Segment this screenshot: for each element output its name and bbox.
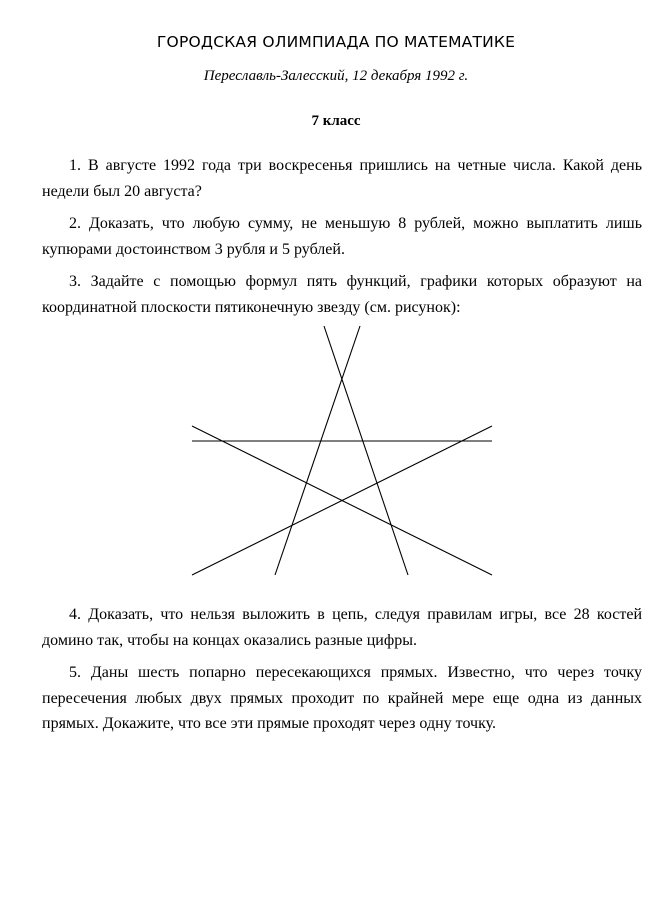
- grade-heading: 7 класс: [311, 113, 361, 129]
- problem-3: 3. Задайте с помощью формул пять функций, графики которых образуют на координатной плоскости пятиконечную звезду (см. рисунок):: [42, 273, 642, 316]
- star-figure: [190, 323, 494, 579]
- problem-4: 4. Доказать, что нельзя выложить в цепь, следуя правилам игры, все 28 костей домино так, чтобы на концах оказались разные цифры.: [42, 606, 642, 649]
- star-line-right-steep: [324, 326, 408, 575]
- page-title: ГОРОДСКАЯ ОЛИМПИАДА ПО МАТЕМАТИКЕ: [156, 33, 516, 51]
- problem-1: 1. В августе 1992 года три воскресенья пришлись на четные числа. Какой день недели был 20 августа?: [42, 157, 642, 200]
- problem-2: 2. Доказать, что любую сумму, не меньшую 8 рублей, можно выплатить лишь купюрами достоинством 3 рубля и 5 рублей.: [42, 215, 642, 258]
- place-date-subtitle: Переславль-Залесский, 12 декабря 1992 г.: [203, 68, 469, 84]
- star-line-left-steep: [275, 326, 360, 575]
- problems-upper: [42, 153, 642, 327]
- problems-lower: [42, 602, 642, 744]
- problem-5: 5. Даны шесть попарно пересекающихся прямых. Известно, что через точку пересечения любых двух прямых проходит по крайней мере еще одна из данных прямых. Докажите, что все эти прямые проходят через одну точку.: [42, 664, 642, 732]
